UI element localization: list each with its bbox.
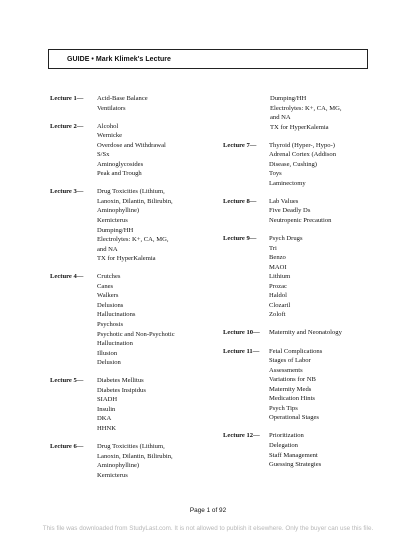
topic-item: and NA (97, 245, 118, 253)
topic-item: Alcohol (97, 122, 119, 130)
topic-item: Insulin (97, 405, 116, 413)
topic-item: Psych Drugs (269, 235, 303, 243)
lecture-entry (223, 347, 383, 423)
lecture-label: Lecture 10— (223, 329, 260, 337)
lecture-topics (97, 187, 173, 263)
topic-item: Guessing Strategies (269, 461, 322, 469)
lecture-label: Lecture 9— (223, 235, 257, 243)
lecture-topics (97, 442, 173, 480)
topic-item: Dumping/HH (97, 226, 134, 234)
topic-item: Medication Hints (269, 395, 315, 403)
topic-item: S/Sx (97, 151, 110, 159)
topic-item: Hallucinations (97, 311, 136, 319)
topic-item: Aminophylline) (97, 207, 140, 215)
lecture-topics (97, 272, 175, 367)
topic-item: Drug Toxicities (Lithium, (97, 188, 165, 196)
topic-item: Clozaril (269, 301, 291, 309)
lecture-label: Lecture 1— (50, 95, 84, 102)
topic-item: Diabetes Insipidus (97, 386, 146, 394)
topic-item: Lanoxin, Dilantin, Bilirubin, (97, 197, 173, 205)
right-column (223, 94, 383, 478)
topic-item: Wernicke (97, 132, 123, 140)
topic-item: Hallucination (97, 340, 133, 348)
topic-item: Maternity and Neonatology (269, 329, 342, 337)
lecture-entry (223, 431, 383, 469)
topic-item: Fetal Complications (269, 347, 323, 355)
lecture-topics (269, 197, 331, 226)
topic-item: Lanoxin, Dilantin, Bilirubin, (97, 452, 173, 460)
lecture-topics (97, 376, 146, 433)
topic-item: Delusion (97, 359, 121, 367)
lecture-topics (97, 122, 166, 179)
topic-item: MAOI (269, 263, 287, 271)
lecture-topics (269, 141, 336, 189)
topic-item: Variations for NB (269, 376, 316, 384)
topic-item: Toys (269, 170, 282, 178)
topic-item: SIADH (97, 396, 118, 404)
lecture-topics (269, 234, 303, 320)
topic-item: Five Deadly Ds (269, 207, 311, 215)
guide-title: GUIDE • Mark Klimek's Lecture (48, 49, 368, 69)
page-number: Page 1 of 92 (189, 507, 227, 514)
topic-item: Canes (97, 282, 114, 290)
lecture-entry (223, 328, 383, 338)
lecture-entry (50, 442, 220, 480)
lecture-label: Lecture 12— (223, 432, 260, 440)
lecture-label: Lecture 3— (50, 188, 84, 196)
topic-item: Peak and Trough (97, 170, 142, 178)
lecture-entry (223, 197, 383, 226)
topic-item: TX for HyperKalemia (97, 255, 156, 263)
topic-item: Adrenal Cortex (Addison (269, 151, 337, 159)
lecture-label: Lecture 4— (50, 273, 84, 281)
topic-item: Walkers (97, 292, 119, 300)
topic-item: Staff Management (269, 451, 318, 459)
topic-item: Maternity Meds (269, 385, 312, 393)
topic-item: HHNK (97, 424, 117, 432)
topic-item: Delusions (97, 301, 124, 309)
lecture-label: Lecture 11— (223, 347, 260, 355)
topic-item: Psychotic and Non-Psychotic (97, 330, 175, 338)
topic-item: DKA (97, 415, 112, 423)
lecture-label: Lecture 8— (223, 197, 257, 205)
topic-item: Ventilators (97, 104, 126, 112)
topic-item: Drug Toxicities (Lithium, (97, 443, 165, 450)
lecture-entry (223, 234, 383, 320)
topic-item: Neutropenic Precaution (269, 217, 332, 225)
topic-item: Crutches (97, 273, 121, 281)
lecture-topics (269, 328, 342, 338)
topic-item: Psych Tips (269, 404, 298, 412)
lecture-entry (50, 94, 220, 113)
topic-item: Aminoglycosides (97, 160, 144, 168)
topic-item: Aminophylline) (97, 462, 140, 470)
lecture-topics (269, 347, 322, 423)
lecture-label: Lecture 7— (223, 141, 257, 149)
topic-item: Benzo (269, 254, 286, 262)
topic-item: Haldol (269, 292, 287, 300)
lecture-topics (269, 431, 321, 469)
topic-item: Psychosis (97, 320, 124, 328)
lecture-entry (50, 187, 220, 263)
topic-item: Diabetes Mellitus (97, 377, 144, 385)
lecture-label: Lecture 5— (50, 377, 84, 385)
topic-item: Stages of Labor (269, 357, 311, 365)
download-notice: This file was downloaded from StudyLast.com. It is not allowed to publish it elsewhere. Only the buyer can use this file. (42, 525, 374, 532)
lecture-label: Lecture 2— (50, 122, 84, 130)
topic-item: Electrolytes: K+, CA, MG, (97, 236, 169, 244)
lecture-entry (50, 272, 220, 367)
topic-item: Prioritization (269, 432, 304, 440)
lecture-label: Lecture 6— (50, 443, 84, 450)
topic-item: Overdose and Withdrawal (97, 141, 166, 149)
topic-item: Lithium (269, 273, 291, 281)
topic-item: Kernicterus (97, 217, 128, 225)
topic-item: Illusion (97, 349, 118, 357)
topic-item: Lab Values (269, 197, 299, 205)
topic-item: Dumping/HH (270, 95, 307, 102)
left-column (50, 94, 220, 489)
topic-item: Delegation (269, 441, 298, 449)
topic-item: Electrolytes: K+, CA, MG, (270, 104, 342, 112)
lecture-entry (50, 376, 220, 433)
topic-item: Acid-Base Balance (97, 95, 148, 102)
lecture-entry (223, 141, 383, 189)
topic-item: Zoloft (269, 311, 286, 319)
topic-item: Kernicterus (97, 471, 128, 479)
topic-item: Prozac (269, 282, 287, 290)
topic-item: TX for HyperKalemia (270, 123, 329, 131)
topic-item: Thyroid (Hyper-, Hypo-) (269, 141, 335, 149)
topic-item: Operational Stages (269, 414, 319, 422)
topic-item: Laminectomy (269, 179, 306, 187)
topic-item: Tri (269, 244, 277, 252)
lecture-6-continuation (270, 94, 383, 132)
lecture-topics (97, 94, 148, 113)
topic-item: and NA (270, 114, 291, 122)
topic-item: Disease, Cushing) (269, 160, 317, 168)
topic-item: Assessments (269, 366, 303, 374)
lecture-entry (50, 122, 220, 179)
